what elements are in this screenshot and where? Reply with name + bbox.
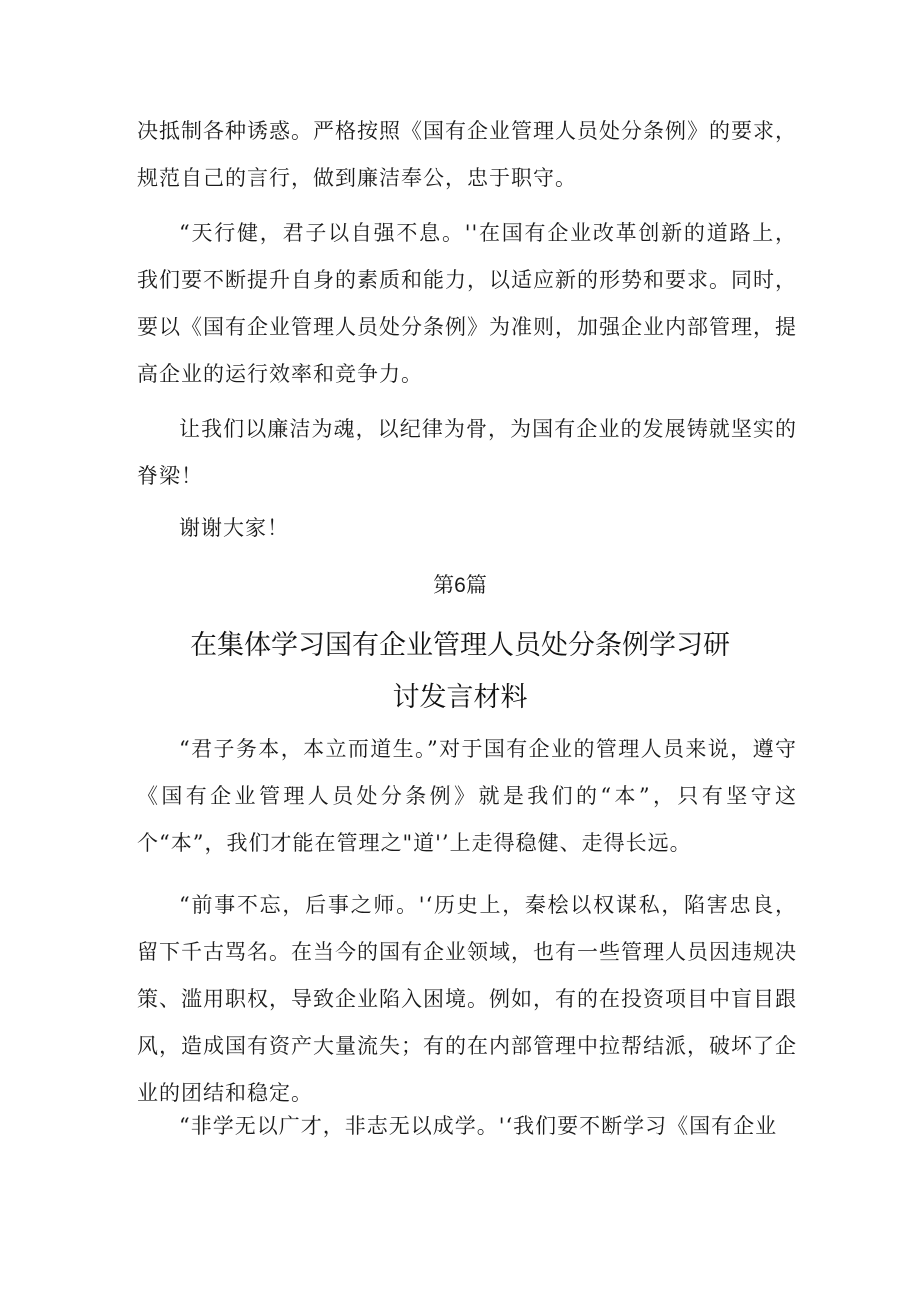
paragraph-thanks: 谢谢大家！ bbox=[179, 516, 289, 540]
paragraph-self-improvement: “天行健，君子以自强不息。''在国有企业改革创新的道路上，我们要不断提升自身的素质和能力，以适应新的形势和要求。同时，要以《国有企业管理人员处分条例》为准则，加强企业内部管理，提高企业的运行效率和竞争力。 bbox=[137, 221, 797, 386]
paragraph-closing-call: 让我们以廉洁为魂，以纪律为骨，为国有企业的发展铸就坚实的脊梁！ bbox=[137, 417, 797, 488]
paragraph-history-lesson: “前事不忘，后事之师。'‘历史上，秦桧以权谋私，陷害忠良，留下千古骂名。在当今的国有企业领域，也有一些管理人员因违规决策、滥用职权，导致企业陷入困境。例如，有的在投资项目中盲目跟风，造成国有资产大量流失；有的在内部管理中拉帮结派，破坏了企业的团结和稳定。 bbox=[137, 893, 797, 1105]
paragraph-continuation: 决抵制各种诱惑。严格按照《国有企业管理人员处分条例》的要求，规范自己的言行，做到廉洁奉公，忠于职守。 bbox=[137, 119, 797, 190]
article-title-line-2: 讨发言材料 bbox=[392, 682, 528, 713]
article-title-line-1: 在集体学习国有企业管理人员处分条例学习研 bbox=[190, 630, 730, 661]
paragraph-study: “非学无以广才，非志无以成学。'‘我们要不断学习《国有企业 bbox=[179, 1114, 778, 1138]
section-number: 第6篇 bbox=[433, 574, 487, 597]
paragraph-foundation: “君子务本，本立而道生。”对于国有企业的管理人员来说，遵守《国有企业管理人员处分条例》就是我们的“本”，只有坚守这个“本”，我们才能在管理之"道'’上走得稳健、走得长远。 bbox=[137, 737, 797, 855]
article-title bbox=[175, 620, 745, 724]
